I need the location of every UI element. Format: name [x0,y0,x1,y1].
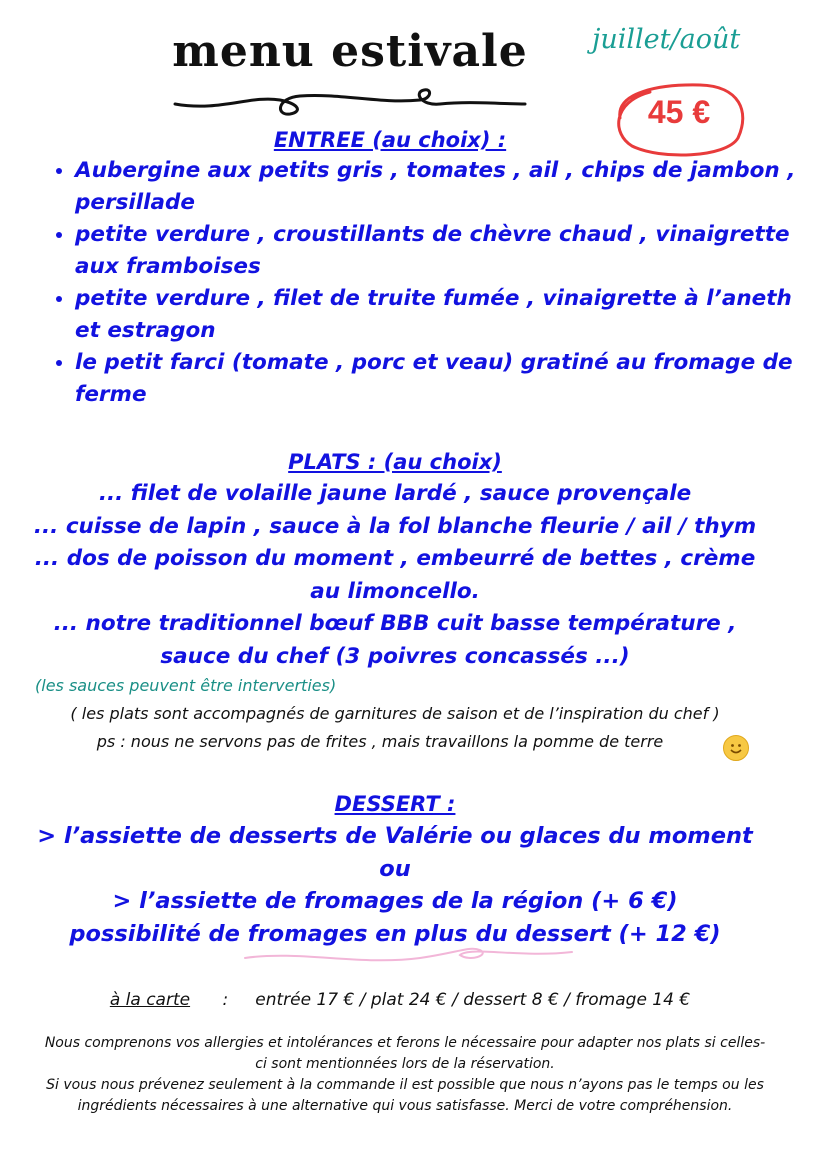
list-item: possibilité de fromages en plus du dessert (+ 12 €) [69,920,721,947]
list-item: > l’assiette de fromages de la région (+ 6 €) [112,888,678,914]
frites-note: ps : nous ne servons pas de frites , mais travaillons la pomme de terre [96,732,664,751]
garnitures-note: ( les plats sont accompagnés de garnitures de saison et de l’inspiration du chef ) [70,704,720,723]
menu-price: 45 € [647,94,711,130]
plats-heading: PLATS : (au choix) [288,450,502,474]
list-item: • Aubergine aux petits gris , tomates , ail , chips de jambon , persillade [75,155,805,219]
list-item: ... cuisse de lapin , sauce à la fol blanche fleurie / ail / thym [33,513,757,539]
sauces-note: (les sauces peuvent être interverties) [35,676,337,695]
plats-list [20,478,770,673]
a-la-carte-prices [0,990,800,1010]
allergy-notice-line: Si vous nous prévenez seulement à la commande il est possible que nous n’ayons pas le temps ou les ingrédients nécessaires à une alternative qui vous satisfasse. Merci de votre compréhension. [46,1077,764,1114]
menu-period: juillet/août [592,24,741,55]
list-item: • petite verdure , croustillants de chèvre chaud , vinaigrette aux framboises [75,219,805,283]
list-item: ... filet de volaille jaune lardé , sauce provençale [98,481,692,506]
list-item: ou [379,855,411,882]
flourish-divider-icon [175,90,525,114]
list-item: > l’assiette de desserts de Valérie ou glaces du moment [37,823,753,849]
list-item: ... dos de poisson du moment , embeurré de bettes , crème au limoncello. [34,546,756,604]
a-la-carte-separator: : [195,990,250,1010]
list-item: ... notre traditionnel bœuf BBB cuit basse température , sauce du chef (3 poivres concassés ...) [53,611,737,669]
a-la-carte-values: entrée 17 € / plat 24 € / dessert 8 € / fromage 14 € [255,990,691,1010]
allergy-notice-line: Nous comprenons vos allergies et intolérances et ferons le nécessaire pour adapter nos plats si celles-ci sont mentionnées lors de la réservation. [44,1035,766,1072]
dessert-list [20,820,770,950]
allergy-notice [40,1033,770,1117]
list-item: • le petit farci (tomate , porc et veau) gratiné au fromage de ferme [75,347,805,411]
list-item: • petite verdure , filet de truite fumée , vinaigrette à l’aneth et estragon [75,283,805,347]
entree-heading: ENTREE (au choix) : [273,128,507,152]
a-la-carte-label: à la carte [109,990,191,1010]
pink-swirl-divider-icon [245,949,572,961]
dessert-heading: DESSERT : [334,792,456,816]
entree-list [40,155,805,411]
menu-title: menu estivale [172,26,528,77]
smiley-icon [723,735,749,761]
